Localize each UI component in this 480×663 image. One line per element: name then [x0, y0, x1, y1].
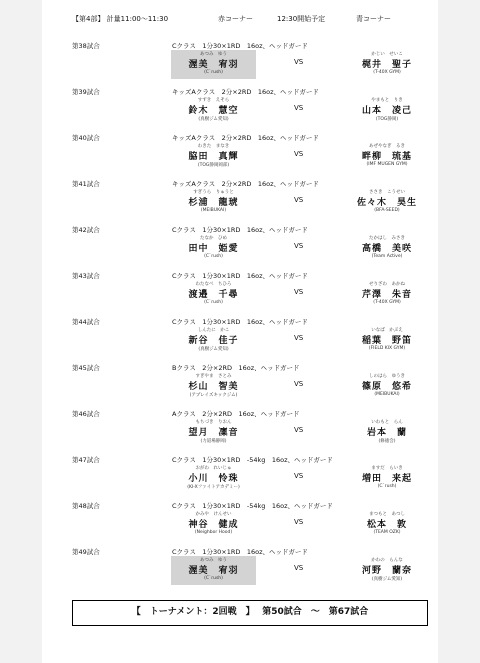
- vs-label: VS: [294, 242, 304, 250]
- match-class: Cクラス 1分30×1RD 16oz、ヘッドガード: [172, 272, 308, 280]
- match-class: Aクラス 2分×2RD 16oz、ヘッドガード: [172, 410, 300, 418]
- match-row: [42, 501, 438, 547]
- match-row: [42, 41, 438, 87]
- match-number: 第44試合: [72, 318, 100, 326]
- fighter-name: 杉浦 龍琥: [188, 198, 239, 208]
- fighter-reading: もちづき りおん: [195, 420, 232, 425]
- fighter-gym: (真樹ジム愛知): [371, 577, 403, 582]
- fighter-gym: (C`rush): [204, 576, 223, 581]
- fighter-name: 神谷 健成: [188, 520, 239, 530]
- red-corner-fighter: [171, 464, 256, 493]
- fighter-reading: せりざわ あかね: [369, 282, 405, 287]
- match-number: 第41試合: [72, 180, 100, 188]
- match-row: [42, 271, 438, 317]
- vs-label: VS: [294, 150, 304, 158]
- blue-corner-fighter: [342, 510, 432, 539]
- blue-corner-fighter: [342, 142, 432, 171]
- fighter-reading: いなば かぶえ: [371, 328, 403, 333]
- tournament-banner: 【 トーナメント：2回戦 】 第50試合 ～ 第67試合: [72, 600, 428, 626]
- fighter-name: 芹澤 朱音: [361, 290, 412, 300]
- fighter-reading: わたなべ ちひろ: [195, 282, 232, 287]
- fighter-name: 篠原 悠希: [361, 382, 412, 392]
- vs-label: VS: [294, 104, 304, 112]
- match-row: [42, 225, 438, 271]
- red-corner-fighter: [171, 372, 256, 401]
- red-corner-fighter: [171, 142, 256, 171]
- red-corner-fighter: [171, 96, 256, 125]
- match-class: Bクラス 2分×2RD 16oz、ヘッドガード: [172, 364, 300, 372]
- fighter-name: 渥美 宥羽: [188, 566, 239, 576]
- red-corner-fighter: [171, 418, 256, 447]
- fighter-gym: (TEAM OZK): [373, 530, 401, 535]
- fighter-reading: やまもと りき: [371, 98, 403, 103]
- fighter-gym: (T-40X GYM): [373, 300, 401, 305]
- fighter-gym: (TOG静岡岡部): [197, 163, 230, 168]
- fighter-gym: (C`rush): [377, 484, 397, 489]
- fighter-gym: (真樹ジム愛知): [198, 117, 229, 122]
- fighter-gym: (KI-Xファイトアカデミー): [187, 485, 240, 490]
- match-class: Cクラス 1分30×1RD 16oz、ヘッドガード: [172, 226, 308, 234]
- vs-label: VS: [294, 58, 304, 66]
- match-number: 第46試合: [72, 410, 100, 418]
- fighter-gym: (TOG静岡): [375, 117, 399, 122]
- match-number: 第43試合: [72, 272, 100, 280]
- fighter-gym: (IMF MUGEN GYM): [366, 162, 408, 167]
- match-class: キッズAクラス 2分×2RD 16oz、ヘッドガード: [172, 180, 319, 188]
- match-row: [42, 547, 438, 593]
- vs-label: VS: [294, 472, 304, 480]
- schedule-header: [42, 14, 438, 26]
- fighter-gym: (T-40X GYM): [373, 70, 401, 75]
- match-class: Cクラス 1分30×1RD -54kg 16oz、ヘッドガード: [172, 502, 333, 510]
- fighter-name: 高橋 美咲: [361, 244, 412, 254]
- fighter-name: 新谷 佳子: [188, 336, 239, 346]
- fighter-gym: (修徳会): [378, 439, 396, 444]
- fighter-reading: すずき えそら: [197, 98, 230, 103]
- match-row: [42, 317, 438, 363]
- fighter-name: 畔柳 琉基: [361, 152, 412, 162]
- match-row: [42, 455, 438, 501]
- match-number: 第45試合: [72, 364, 100, 372]
- fighter-reading: あつみ ゆう: [200, 52, 227, 57]
- fighter-gym: (真樹ジム愛知): [198, 347, 229, 352]
- fighter-reading: わきた まなき: [197, 144, 230, 149]
- fighter-gym: (C`rush): [204, 70, 223, 75]
- red-corner-fighter: [171, 50, 256, 79]
- match-row: [42, 179, 438, 225]
- match-number: 第49試合: [72, 548, 100, 556]
- vs-label: VS: [294, 334, 304, 342]
- blue-corner-fighter: [342, 326, 432, 355]
- fighter-reading: まつもと あつし: [369, 512, 405, 517]
- fighter-gym: (BFA-SEED): [374, 208, 400, 213]
- blue-corner-fighter: [342, 372, 432, 401]
- blue-corner-fighter: [342, 418, 432, 447]
- fighter-reading: かわの らんな: [371, 558, 403, 563]
- fighter-name: 鈴木 慧空: [188, 106, 239, 116]
- fighter-gym: (C`rush): [204, 254, 223, 259]
- fighter-name: 梶井 聖子: [361, 60, 412, 70]
- match-number: 第47試合: [72, 456, 100, 464]
- fighter-reading: しのはら ゆうき: [369, 374, 405, 379]
- match-row: [42, 87, 438, 133]
- match-class: Cクラス 1分30×1RD 16oz、ヘッドガード: [172, 42, 308, 50]
- blue-corner-fighter: [342, 50, 432, 79]
- fighter-reading: ささき こうせい: [369, 190, 405, 195]
- fighter-gym: (力道場静岡): [200, 439, 227, 444]
- red-corner-label: 赤コーナー: [218, 15, 253, 23]
- match-number: 第39試合: [72, 88, 100, 96]
- fighter-name: 佐々木 昊生: [356, 198, 417, 208]
- vs-label: VS: [294, 426, 304, 434]
- fighter-name: 稲葉 野笛: [361, 336, 412, 346]
- fighter-name: 杉山 智美: [188, 382, 239, 392]
- fighter-name: 田中 姫愛: [188, 244, 239, 254]
- match-row: [42, 363, 438, 409]
- red-corner-fighter: [171, 510, 256, 539]
- blue-corner-label: 青コーナー: [356, 15, 391, 23]
- fighter-reading: かじい せいこ: [371, 52, 403, 57]
- blue-corner-fighter: [342, 464, 432, 493]
- vs-label: VS: [294, 380, 304, 388]
- red-corner-fighter: [171, 188, 256, 217]
- fighter-name: 河野 蘭奈: [361, 566, 412, 576]
- fighter-name: 山本 凌己: [361, 106, 412, 116]
- match-class: キッズAクラス 2分×2RD 16oz、ヘッドガード: [172, 88, 319, 96]
- red-corner-fighter: [171, 326, 256, 355]
- fighter-name: 渡邉 千尋: [188, 290, 239, 300]
- blue-corner-fighter: [342, 234, 432, 263]
- match-number: 第42試合: [72, 226, 100, 234]
- red-corner-fighter: [171, 280, 256, 309]
- fighter-name: 脇田 真輝: [188, 152, 239, 162]
- fighter-reading: すぎやま さとみ: [195, 374, 232, 379]
- blue-corner-fighter: [342, 96, 432, 125]
- fighter-name: 小川 怜珠: [188, 474, 239, 484]
- fighter-gym: (MEIBUKAI): [200, 208, 227, 213]
- fighter-reading: たかはし みさき: [369, 236, 405, 241]
- fighter-reading: しんたに かこ: [197, 328, 230, 333]
- fighter-name: 渥美 宥羽: [188, 60, 239, 70]
- match-row: [42, 133, 438, 179]
- fighter-reading: あぜやなぎ るき: [369, 144, 405, 149]
- match-number: 第40試合: [72, 134, 100, 142]
- fighter-name: 岩本 蘭: [366, 428, 407, 438]
- fighter-reading: かみや けんせい: [195, 512, 232, 517]
- vs-label: VS: [294, 288, 304, 296]
- match-class: Cクラス 1分30×1RD 16oz、ヘッドガード: [172, 548, 308, 556]
- fighter-gym: (Neighbor Hood): [194, 530, 233, 535]
- match-class: キッズAクラス 2分×2RD 16oz、ヘッドガード: [172, 134, 319, 142]
- fighter-reading: あつみ ゆう: [200, 558, 227, 563]
- match-row: [42, 409, 438, 455]
- vs-label: VS: [294, 564, 304, 572]
- vs-label: VS: [294, 196, 304, 204]
- fighter-name: 松本 敦: [366, 520, 407, 530]
- fighter-reading: たなか ひめ: [200, 236, 227, 241]
- match-class: Cクラス 1分30×1RD -54kg 16oz、ヘッドガード: [172, 456, 333, 464]
- blue-corner-fighter: [342, 280, 432, 309]
- fighter-reading: おがわ れいじゅ: [195, 466, 232, 471]
- fighter-reading: いわもと らん: [371, 420, 403, 425]
- vs-label: VS: [294, 518, 304, 526]
- match-class: Cクラス 1分30×1RD 16oz、ヘッドガード: [172, 318, 308, 326]
- blue-corner-fighter: [342, 556, 432, 585]
- schedule-page: [42, 0, 438, 663]
- fighter-gym: (FIELD KIX GYM): [368, 346, 406, 351]
- blue-corner-fighter: [342, 188, 432, 217]
- fighter-name: 増田 来起: [361, 474, 412, 484]
- red-corner-fighter: [171, 556, 256, 585]
- fighter-reading: ますだ らいき: [371, 466, 403, 471]
- fighter-gym: (MEIBUKAI): [374, 392, 400, 397]
- fighter-gym: (Team Active): [371, 254, 403, 259]
- red-corner-fighter: [171, 234, 256, 263]
- match-number: 第48試合: [72, 502, 100, 510]
- fighter-gym: (C`rush): [204, 300, 223, 305]
- start-time-label: 12:30開始予定: [277, 15, 326, 23]
- fighter-reading: すぎうら りゅうと: [193, 190, 234, 195]
- fighter-name: 望月 凜音: [188, 428, 239, 438]
- session-label: 【第4部】 計量11:00～11:30: [72, 15, 169, 23]
- fighter-gym: (アプレイズキックジム): [189, 393, 238, 398]
- match-number: 第38試合: [72, 42, 100, 50]
